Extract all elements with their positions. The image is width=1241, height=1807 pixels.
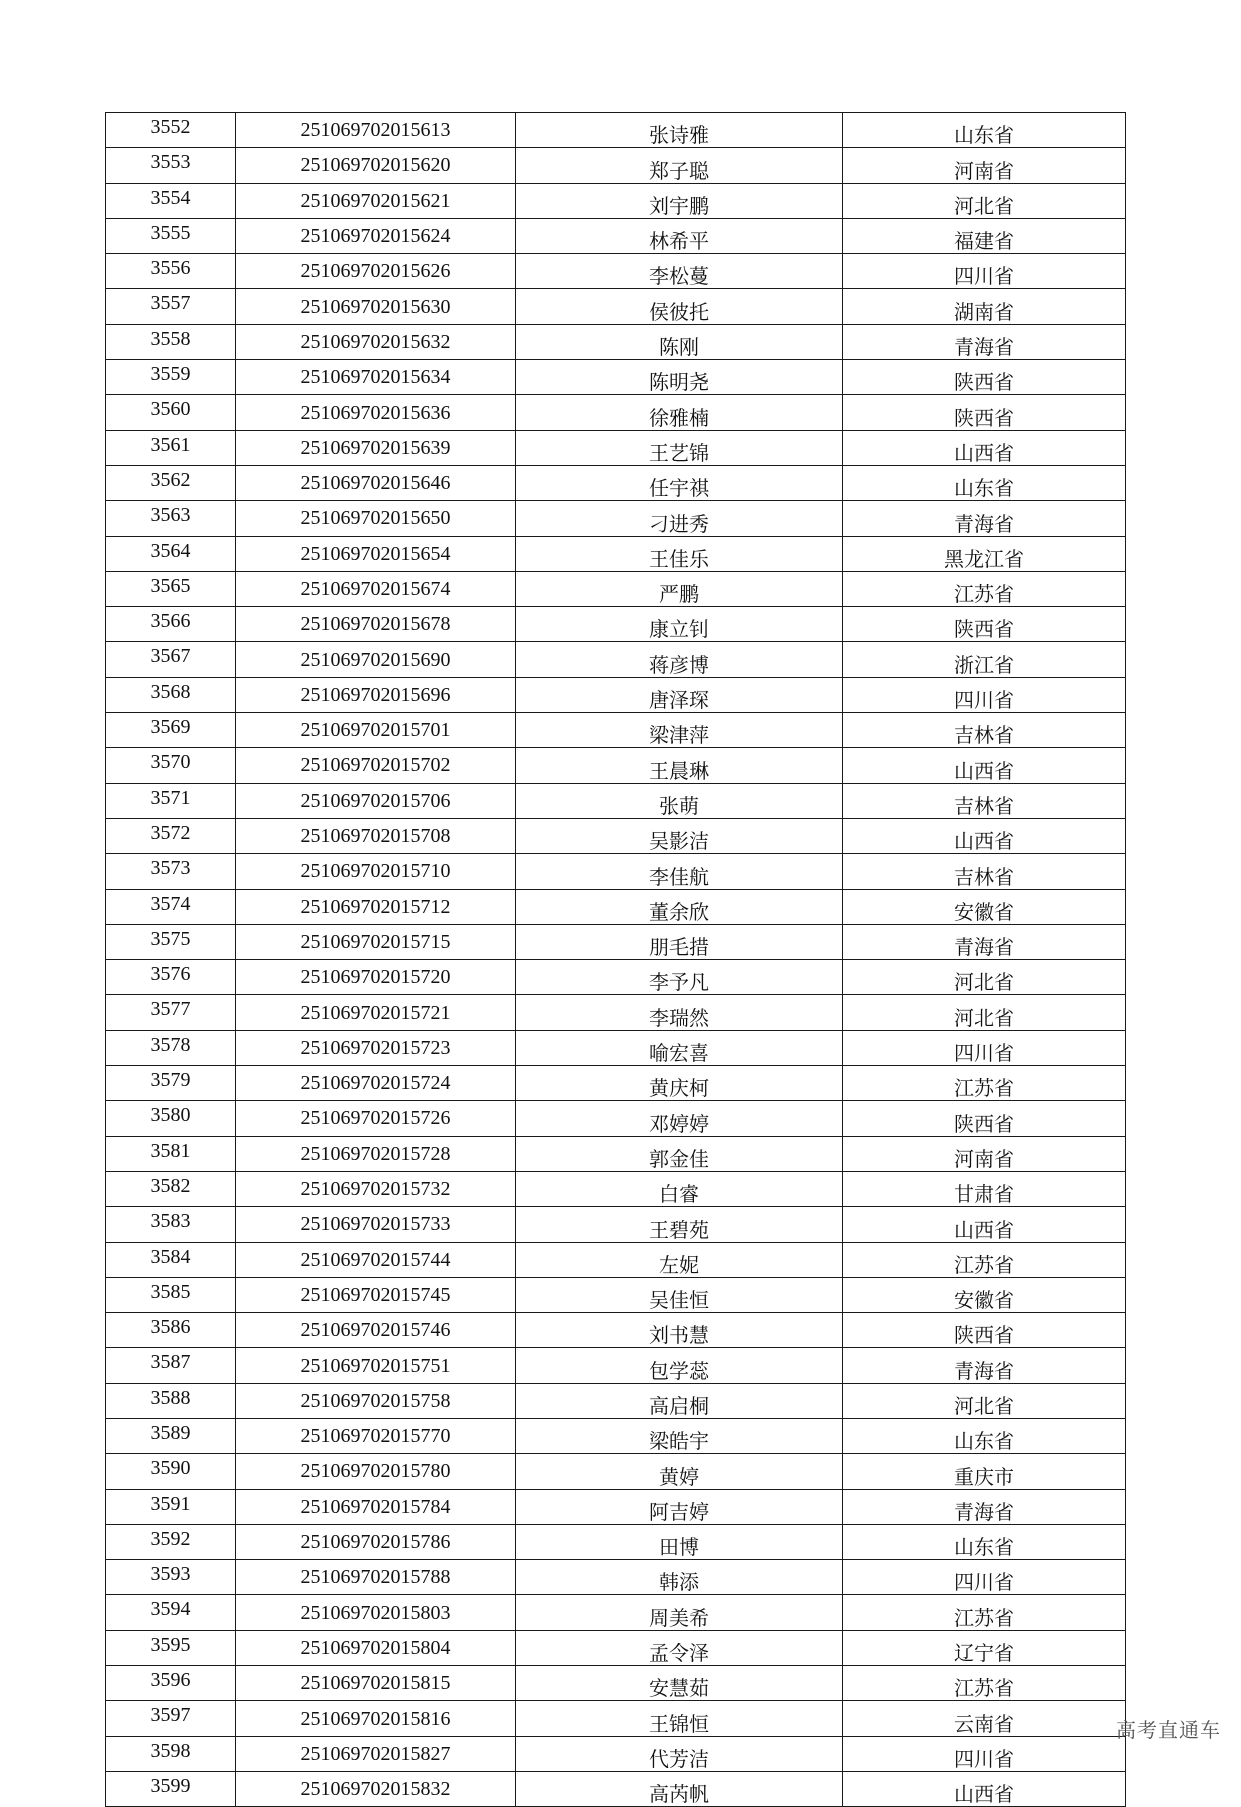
province-cell: 河北省 (843, 995, 1126, 1030)
table-row (106, 1560, 1126, 1595)
sequence-number-cell: 3552 (106, 113, 236, 148)
exam-id-cell: 251069702015815 (236, 1666, 516, 1701)
roster-table-body (106, 113, 1126, 1807)
table-row (106, 1666, 1126, 1701)
table-row (106, 254, 1126, 289)
student-name-cell: 梁皓宇 (516, 1418, 843, 1453)
exam-id-cell: 251069702015702 (236, 748, 516, 783)
table-row (106, 960, 1126, 995)
sequence-number-cell: 3584 (106, 1242, 236, 1277)
sequence-number-cell: 3563 (106, 501, 236, 536)
exam-id-cell: 251069702015733 (236, 1207, 516, 1242)
exam-id-cell: 251069702015636 (236, 395, 516, 430)
exam-id-cell: 251069702015784 (236, 1489, 516, 1524)
province-cell: 吉林省 (843, 783, 1126, 818)
table-row (106, 924, 1126, 959)
table-row (106, 113, 1126, 148)
exam-id-cell: 251069702015726 (236, 1101, 516, 1136)
province-cell: 青海省 (843, 1348, 1126, 1383)
table-row (106, 1383, 1126, 1418)
sequence-number-cell: 3559 (106, 360, 236, 395)
table-row (106, 465, 1126, 500)
province-cell: 辽宁省 (843, 1630, 1126, 1665)
province-cell: 河南省 (843, 1136, 1126, 1171)
sequence-number-cell: 3593 (106, 1560, 236, 1595)
province-cell: 甘肃省 (843, 1171, 1126, 1206)
exam-id-cell: 251069702015803 (236, 1595, 516, 1630)
sequence-number-cell: 3570 (106, 748, 236, 783)
sequence-number-cell: 3588 (106, 1383, 236, 1418)
sequence-number-cell: 3554 (106, 183, 236, 218)
sequence-number-cell: 3591 (106, 1489, 236, 1524)
student-name-cell: 李予凡 (516, 960, 843, 995)
province-cell: 山西省 (843, 1207, 1126, 1242)
exam-id-cell: 251069702015674 (236, 571, 516, 606)
province-cell: 河南省 (843, 148, 1126, 183)
table-row (106, 571, 1126, 606)
exam-id-cell: 251069702015621 (236, 183, 516, 218)
exam-id-cell: 251069702015758 (236, 1383, 516, 1418)
province-cell: 陕西省 (843, 607, 1126, 642)
sequence-number-cell: 3567 (106, 642, 236, 677)
student-name-cell: 林希平 (516, 218, 843, 253)
exam-id-cell: 251069702015634 (236, 360, 516, 395)
student-name-cell: 李瑞然 (516, 995, 843, 1030)
exam-id-cell: 251069702015654 (236, 536, 516, 571)
table-row (106, 536, 1126, 571)
province-cell: 河北省 (843, 960, 1126, 995)
exam-id-cell: 251069702015613 (236, 113, 516, 148)
sequence-number-cell: 3561 (106, 430, 236, 465)
sequence-number-cell: 3560 (106, 395, 236, 430)
exam-id-cell: 251069702015712 (236, 889, 516, 924)
sequence-number-cell: 3565 (106, 571, 236, 606)
sequence-number-cell: 3576 (106, 960, 236, 995)
sequence-number-cell: 3583 (106, 1207, 236, 1242)
table-row (106, 783, 1126, 818)
exam-id-cell: 251069702015732 (236, 1171, 516, 1206)
student-name-cell: 王艺锦 (516, 430, 843, 465)
sequence-number-cell: 3568 (106, 677, 236, 712)
province-cell: 安徽省 (843, 889, 1126, 924)
exam-id-cell: 251069702015827 (236, 1736, 516, 1771)
sequence-number-cell: 3599 (106, 1771, 236, 1806)
student-name-cell: 黄婷 (516, 1454, 843, 1489)
province-cell: 山西省 (843, 748, 1126, 783)
student-name-cell: 韩添 (516, 1560, 843, 1595)
sequence-number-cell: 3555 (106, 218, 236, 253)
province-cell: 河北省 (843, 1383, 1126, 1418)
sequence-number-cell: 3587 (106, 1348, 236, 1383)
table-row (106, 1771, 1126, 1806)
sequence-number-cell: 3578 (106, 1030, 236, 1065)
province-cell: 陕西省 (843, 1101, 1126, 1136)
exam-id-cell: 251069702015721 (236, 995, 516, 1030)
student-name-cell: 左妮 (516, 1242, 843, 1277)
exam-id-cell: 251069702015678 (236, 607, 516, 642)
student-name-cell: 陈明尧 (516, 360, 843, 395)
table-row (106, 1348, 1126, 1383)
sequence-number-cell: 3595 (106, 1630, 236, 1665)
student-name-cell: 王碧苑 (516, 1207, 843, 1242)
sequence-number-cell: 3558 (106, 324, 236, 359)
sequence-number-cell: 3556 (106, 254, 236, 289)
sequence-number-cell: 3581 (106, 1136, 236, 1171)
student-name-cell: 李松蔓 (516, 254, 843, 289)
exam-id-cell: 251069702015706 (236, 783, 516, 818)
exam-id-cell: 251069702015788 (236, 1560, 516, 1595)
exam-id-cell: 251069702015804 (236, 1630, 516, 1665)
table-row (106, 1066, 1126, 1101)
exam-id-cell: 251069702015696 (236, 677, 516, 712)
sequence-number-cell: 3579 (106, 1066, 236, 1101)
exam-id-cell: 251069702015710 (236, 854, 516, 889)
exam-id-cell: 251069702015728 (236, 1136, 516, 1171)
student-name-cell: 唐泽琛 (516, 677, 843, 712)
table-row (106, 607, 1126, 642)
exam-id-cell: 251069702015746 (236, 1313, 516, 1348)
exam-id-cell: 251069702015720 (236, 960, 516, 995)
table-row (106, 289, 1126, 324)
sequence-number-cell: 3571 (106, 783, 236, 818)
table-row (106, 1524, 1126, 1559)
table-row (106, 818, 1126, 853)
student-name-cell: 刘书慧 (516, 1313, 843, 1348)
province-cell: 四川省 (843, 1560, 1126, 1595)
exam-id-cell: 251069702015639 (236, 430, 516, 465)
student-name-cell: 白睿 (516, 1171, 843, 1206)
exam-id-cell: 251069702015816 (236, 1701, 516, 1736)
table-row (106, 1454, 1126, 1489)
sequence-number-cell: 3598 (106, 1736, 236, 1771)
sequence-number-cell: 3566 (106, 607, 236, 642)
sequence-number-cell: 3580 (106, 1101, 236, 1136)
province-cell: 江苏省 (843, 1242, 1126, 1277)
province-cell: 重庆市 (843, 1454, 1126, 1489)
table-row (106, 642, 1126, 677)
student-name-cell: 张诗雅 (516, 113, 843, 148)
student-name-cell: 高芮帆 (516, 1771, 843, 1806)
sequence-number-cell: 3557 (106, 289, 236, 324)
table-row (106, 1313, 1126, 1348)
table-row (106, 1277, 1126, 1312)
student-name-cell: 安慧茹 (516, 1666, 843, 1701)
table-row (106, 677, 1126, 712)
table-row (106, 1030, 1126, 1065)
sequence-number-cell: 3569 (106, 713, 236, 748)
table-row (106, 995, 1126, 1030)
province-cell: 江苏省 (843, 1666, 1126, 1701)
exam-id-cell: 251069702015708 (236, 818, 516, 853)
sequence-number-cell: 3592 (106, 1524, 236, 1559)
sequence-number-cell: 3589 (106, 1418, 236, 1453)
student-name-cell: 朋毛措 (516, 924, 843, 959)
table-row (106, 395, 1126, 430)
province-cell: 青海省 (843, 924, 1126, 959)
student-name-cell: 王佳乐 (516, 536, 843, 571)
exam-id-cell: 251069702015690 (236, 642, 516, 677)
table-row (106, 1207, 1126, 1242)
student-name-cell: 徐雅楠 (516, 395, 843, 430)
province-cell: 山东省 (843, 1524, 1126, 1559)
sequence-number-cell: 3572 (106, 818, 236, 853)
exam-id-cell: 251069702015786 (236, 1524, 516, 1559)
province-cell: 陕西省 (843, 395, 1126, 430)
student-name-cell: 周美希 (516, 1595, 843, 1630)
exam-id-cell: 251069702015650 (236, 501, 516, 536)
table-row (106, 1489, 1126, 1524)
exam-id-cell: 251069702015745 (236, 1277, 516, 1312)
table-row (106, 1136, 1126, 1171)
table-row (106, 148, 1126, 183)
student-name-cell: 刘宇鹏 (516, 183, 843, 218)
table-row (106, 854, 1126, 889)
exam-id-cell: 251069702015701 (236, 713, 516, 748)
province-cell: 浙江省 (843, 642, 1126, 677)
student-name-cell: 李佳航 (516, 854, 843, 889)
table-row (106, 183, 1126, 218)
exam-id-cell: 251069702015751 (236, 1348, 516, 1383)
table-row (106, 324, 1126, 359)
exam-id-cell: 251069702015630 (236, 289, 516, 324)
exam-id-cell: 251069702015620 (236, 148, 516, 183)
exam-id-cell: 251069702015646 (236, 465, 516, 500)
province-cell: 山西省 (843, 1771, 1126, 1806)
student-name-cell: 王锦恒 (516, 1701, 843, 1736)
student-name-cell: 陈刚 (516, 324, 843, 359)
sequence-number-cell: 3553 (106, 148, 236, 183)
sequence-number-cell: 3564 (106, 536, 236, 571)
province-cell: 安徽省 (843, 1277, 1126, 1312)
sequence-number-cell: 3585 (106, 1277, 236, 1312)
province-cell: 四川省 (843, 677, 1126, 712)
student-name-cell: 高启桐 (516, 1383, 843, 1418)
sequence-number-cell: 3573 (106, 854, 236, 889)
table-row (106, 889, 1126, 924)
exam-id-cell: 251069702015626 (236, 254, 516, 289)
table-row (106, 1736, 1126, 1771)
exam-id-cell: 251069702015744 (236, 1242, 516, 1277)
province-cell: 陕西省 (843, 1313, 1126, 1348)
sequence-number-cell: 3582 (106, 1171, 236, 1206)
table-row (106, 1171, 1126, 1206)
table-row (106, 1242, 1126, 1277)
student-name-cell: 张萌 (516, 783, 843, 818)
exam-id-cell: 251069702015770 (236, 1418, 516, 1453)
exam-id-cell: 251069702015780 (236, 1454, 516, 1489)
student-name-cell: 刁进秀 (516, 501, 843, 536)
table-row (106, 360, 1126, 395)
table-row (106, 430, 1126, 465)
student-name-cell: 侯彼托 (516, 289, 843, 324)
province-cell: 四川省 (843, 254, 1126, 289)
student-name-cell: 王晨琳 (516, 748, 843, 783)
student-name-cell: 黄庆柯 (516, 1066, 843, 1101)
student-name-cell: 郑子聪 (516, 148, 843, 183)
table-row (106, 713, 1126, 748)
province-cell: 四川省 (843, 1030, 1126, 1065)
student-name-cell: 康立钊 (516, 607, 843, 642)
student-name-cell: 阿吉婷 (516, 1489, 843, 1524)
sequence-number-cell: 3594 (106, 1595, 236, 1630)
province-cell: 山西省 (843, 818, 1126, 853)
student-name-cell: 梁津萍 (516, 713, 843, 748)
province-cell: 云南省 (843, 1701, 1126, 1736)
exam-id-cell: 251069702015624 (236, 218, 516, 253)
table-row (106, 1630, 1126, 1665)
province-cell: 山西省 (843, 430, 1126, 465)
province-cell: 吉林省 (843, 854, 1126, 889)
student-name-cell: 代芳洁 (516, 1736, 843, 1771)
province-cell: 四川省 (843, 1736, 1126, 1771)
student-name-cell: 包学蕊 (516, 1348, 843, 1383)
student-name-cell: 董余欣 (516, 889, 843, 924)
province-cell: 黑龙江省 (843, 536, 1126, 571)
exam-id-cell: 251069702015715 (236, 924, 516, 959)
student-name-cell: 吴佳恒 (516, 1277, 843, 1312)
province-cell: 江苏省 (843, 1595, 1126, 1630)
student-name-cell: 孟令泽 (516, 1630, 843, 1665)
table-row (106, 501, 1126, 536)
sequence-number-cell: 3597 (106, 1701, 236, 1736)
sequence-number-cell: 3590 (106, 1454, 236, 1489)
admission-roster-table (105, 112, 1126, 1807)
table-row (106, 218, 1126, 253)
province-cell: 陕西省 (843, 360, 1126, 395)
site-watermark: 高考直通车 (1116, 1718, 1221, 1742)
sequence-number-cell: 3562 (106, 465, 236, 500)
table-row (106, 1418, 1126, 1453)
student-name-cell: 严鹏 (516, 571, 843, 606)
student-name-cell: 邓婷婷 (516, 1101, 843, 1136)
table-row (106, 1701, 1126, 1736)
province-cell: 江苏省 (843, 1066, 1126, 1101)
province-cell: 福建省 (843, 218, 1126, 253)
student-name-cell: 任宇祺 (516, 465, 843, 500)
sequence-number-cell: 3575 (106, 924, 236, 959)
province-cell: 江苏省 (843, 571, 1126, 606)
province-cell: 吉林省 (843, 713, 1126, 748)
student-name-cell: 田博 (516, 1524, 843, 1559)
province-cell: 山东省 (843, 113, 1126, 148)
sequence-number-cell: 3577 (106, 995, 236, 1030)
table-row (106, 1595, 1126, 1630)
exam-id-cell: 251069702015724 (236, 1066, 516, 1101)
province-cell: 青海省 (843, 324, 1126, 359)
province-cell: 湖南省 (843, 289, 1126, 324)
exam-id-cell: 251069702015832 (236, 1771, 516, 1806)
table-row (106, 748, 1126, 783)
province-cell: 河北省 (843, 183, 1126, 218)
sequence-number-cell: 3586 (106, 1313, 236, 1348)
student-name-cell: 蒋彦博 (516, 642, 843, 677)
sequence-number-cell: 3574 (106, 889, 236, 924)
province-cell: 青海省 (843, 501, 1126, 536)
exam-id-cell: 251069702015723 (236, 1030, 516, 1065)
province-cell: 山东省 (843, 465, 1126, 500)
student-name-cell: 喻宏喜 (516, 1030, 843, 1065)
table-row (106, 1101, 1126, 1136)
province-cell: 山东省 (843, 1418, 1126, 1453)
student-name-cell: 吴影洁 (516, 818, 843, 853)
exam-id-cell: 251069702015632 (236, 324, 516, 359)
province-cell: 青海省 (843, 1489, 1126, 1524)
sequence-number-cell: 3596 (106, 1666, 236, 1701)
student-name-cell: 郭金佳 (516, 1136, 843, 1171)
